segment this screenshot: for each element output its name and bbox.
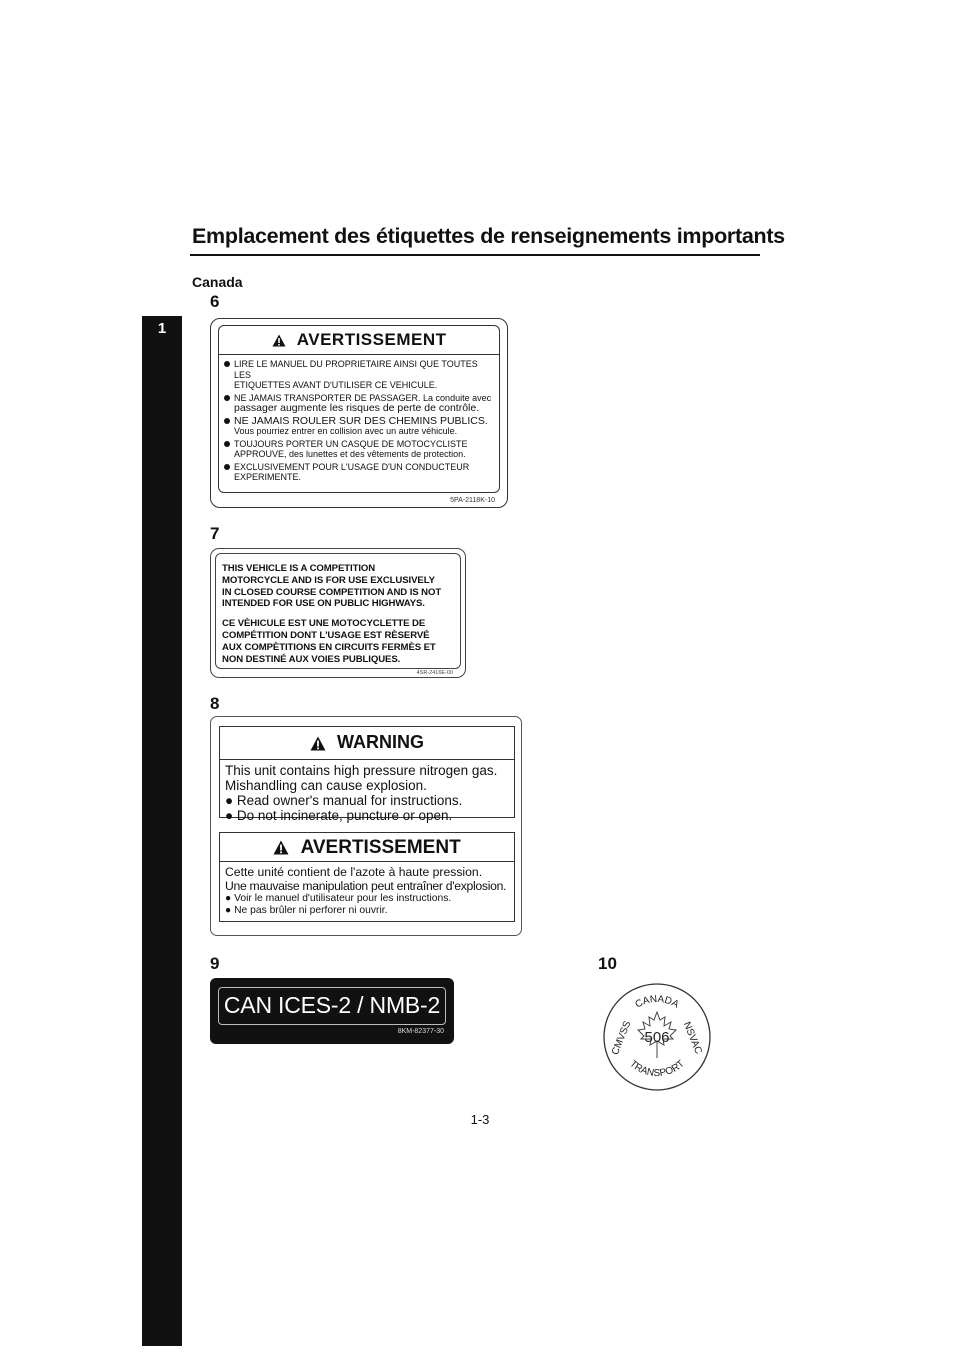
label-10-number: 10 xyxy=(598,954,617,973)
title-underline xyxy=(190,254,760,256)
seal-top-text: CANADA xyxy=(633,993,681,1011)
label-8-avertissement-body xyxy=(225,866,511,917)
label-9-frame xyxy=(218,987,446,1025)
seal-number: 506 xyxy=(644,1029,670,1046)
label-8-number: 8 xyxy=(210,694,220,713)
label-9-sticker xyxy=(210,978,454,1044)
text-line: THIS VEHICLE IS A COMPETITION xyxy=(222,563,376,574)
text-line: Une mauvaise manipulation peut entraîner d'explosion. xyxy=(225,878,507,893)
label-8-warning-body xyxy=(225,763,511,823)
label-6-header xyxy=(219,330,499,350)
label-9-part-code: 8KM-82377-30 xyxy=(397,1028,444,1035)
label-8-avertissement-title: AVERTISSEMENT xyxy=(300,837,461,858)
section-heading: Canada xyxy=(192,274,243,290)
seal-bottom-text: TRANSPORT xyxy=(627,1058,687,1080)
list-item: EXCLUSIVEMENT POUR L'USAGE D'UN CONDUCTEUR EXPERIMENTE. xyxy=(223,462,495,483)
text-line: This unit contains high pressure nitrogen gas. xyxy=(225,763,498,778)
label-8-sticker xyxy=(210,716,522,936)
text-line: CE VÈHICULE EST UNE MOTOCYCLETTE DE xyxy=(222,618,426,630)
text-line: MOTORCYCLE AND IS FOR USE EXCLUSIVELY xyxy=(222,574,435,586)
text-line: NON DESTINÉ AUX VOIES PUBLIQUES. xyxy=(222,653,401,665)
seal-left-text: CMVSS xyxy=(609,1019,634,1057)
label-7-frame xyxy=(215,553,461,669)
list-item: ● Ne pas brûler ni perforer ni ouvrir. xyxy=(225,905,388,916)
list-item: NE JAMAIS ROULER SUR DES CHEMINS PUBLICS. Vous pourriez entrer en collision avec un autre véhicule. xyxy=(223,416,495,437)
label-8-warning-box xyxy=(219,726,515,823)
list-item: TOUJOURS PORTER UN CASQUE DE MOTOCYCLISTE APPROUVE, des lunettes et des vêtements de protection. xyxy=(223,439,495,460)
label-6-divider xyxy=(219,354,499,355)
list-item: ● Voir le manuel d'utilisateur pour les instructions. xyxy=(225,893,452,904)
label-8-warning-title: WARNING xyxy=(337,732,424,752)
page-title: Emplacement des étiquettes de renseignements importants xyxy=(192,224,785,248)
label-8-avertissement-divider xyxy=(220,861,514,862)
list-item: NE JAMAIS TRANSPORTER DE PASSAGER. La conduite avec passager augmente les risques de perte de contrôle. xyxy=(223,393,495,414)
chapter-side-tab xyxy=(142,316,182,1346)
text-line: Mishandling can cause explosion. xyxy=(225,778,427,793)
warning-triangle-icon xyxy=(272,334,286,347)
chapter-number: 1 xyxy=(157,320,167,337)
label-7-number: 7 xyxy=(210,524,220,543)
label-8-avertissement-header xyxy=(220,837,514,859)
list-item: ● Do not incinerate, puncture or open. xyxy=(225,808,453,823)
seal-right-text: NSVAC xyxy=(680,1020,704,1056)
label-8-avertissement-box xyxy=(219,832,515,922)
warning-triangle-icon xyxy=(310,736,326,751)
text-line: INTENDED FOR USE ON PUBLIC HIGHWAYS. xyxy=(222,598,425,610)
transport-canada-seal xyxy=(602,982,712,1092)
page-number: 1-3 xyxy=(470,1112,490,1127)
label-6-part-code: 5PA-2118K-10 xyxy=(450,497,495,504)
label-6-list xyxy=(223,359,495,485)
label-7-part-code: 4SR-2416E-00 xyxy=(416,670,453,676)
label-8-warning-divider xyxy=(220,759,514,760)
label-9-text: CAN ICES-2 / NMB-2 xyxy=(223,992,441,1018)
label-6-number: 6 xyxy=(210,292,220,311)
text-line: AUX COMPÈTITIONS EN CIRCUITS FERMÈS ET xyxy=(222,641,436,653)
label-7-text xyxy=(222,563,460,665)
label-7-sticker xyxy=(210,548,466,678)
text-line: COMPÉTITION DONT L'USAGE EST RÈSERVÉ xyxy=(222,629,430,641)
label-6-frame xyxy=(218,325,500,493)
label-8-warning-header xyxy=(220,732,514,753)
text-line: IN CLOSED COURSE COMPETITION AND IS NOT xyxy=(222,586,442,598)
list-item: ● Read owner's manual for instructions. xyxy=(225,793,463,808)
text-line: Cette unité contient de l'azote à haute pression. xyxy=(225,865,483,879)
list-item: LIRE LE MANUEL DU PROPRIETAIRE AINSI QUE TOUTES LES ETIQUETTES AVANT D'UTILISER CE VEHICULE. xyxy=(223,359,495,391)
label-6-sticker xyxy=(210,318,508,508)
label-9-number: 9 xyxy=(210,954,220,973)
warning-triangle-icon xyxy=(273,840,289,855)
label-6-header-text: AVERTISSEMENT xyxy=(296,330,447,349)
